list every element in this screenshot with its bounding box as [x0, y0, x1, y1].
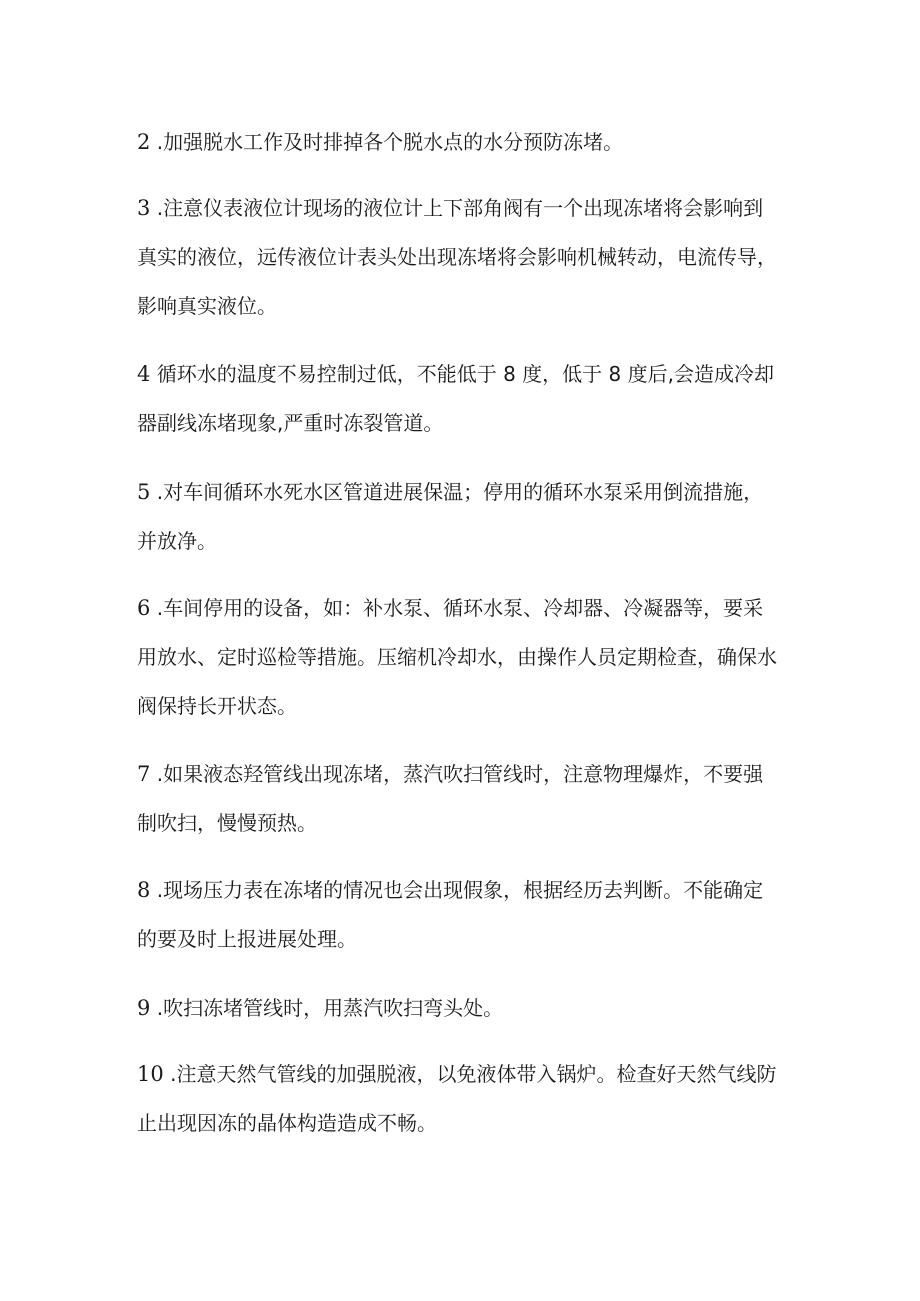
item-line: 用放水、定时巡检等措施。压缩机冷却水，由操作人员定期检查，确保水: [137, 645, 777, 669]
item-line: 影响真实液位。: [137, 294, 277, 318]
item-line: [137, 584, 787, 633]
item-line: [137, 750, 787, 799]
item-number: 5: [137, 480, 151, 504]
item-line: 阀保持长开状态。: [137, 694, 297, 718]
item-line: 并放净。: [137, 529, 217, 553]
item-text: .注意仪表液位计现场的液位计上下部角阀有一个出现冻堵将会影响到: [150, 196, 764, 220]
item-number: 4: [137, 362, 151, 386]
item-text: .加强脱水工作及时排掉各个脱水点的水分预防冻堵。: [150, 130, 624, 154]
list-item: [137, 584, 787, 731]
item-text: .吹扫冻堵管线时，用蒸汽吹扫弯头处。: [150, 996, 504, 1020]
item-number: 9: [137, 996, 151, 1020]
item-text: .对车间循环水死水区管道进展保温；停用的循环水泵采用倒流措施，: [150, 480, 764, 504]
item-number: 8: [137, 878, 151, 902]
item-line: [137, 350, 787, 399]
item-line: 止出现因冻的晶体构造造成不畅。: [137, 1111, 437, 1135]
item-number: 6: [137, 596, 151, 620]
item-line: 真实的液位，远传液位计表头处出现冻堵将会影响机械转动，电流传导，: [137, 245, 777, 269]
item-number: 7: [137, 762, 151, 786]
list-item: [137, 866, 787, 964]
item-line: 制吹扫，慢慢预热。: [137, 811, 317, 835]
item-line: [137, 184, 787, 233]
list-item: [137, 984, 787, 1033]
item-line: 器副线冻堵现象,严重时冻裂管道。: [137, 411, 444, 435]
item-text: .如果液态羟管线出现冻堵，蒸汽吹扫管线时，注意物理爆炸，不要强: [150, 762, 764, 786]
item-line: [137, 1050, 787, 1099]
list-item: [137, 184, 787, 331]
item-line: 的要及时上报进展处理。: [137, 927, 357, 951]
list-item: [137, 750, 787, 848]
item-number: 3: [137, 196, 151, 220]
item-text: .现场压力表在冻堵的情况也会出现假象，根据经历去判断。不能确定: [150, 878, 764, 902]
list-item: [137, 1050, 787, 1148]
list-item: [137, 468, 787, 566]
item-line: [137, 866, 787, 915]
item-number: 2: [137, 130, 151, 154]
item-line: [137, 984, 787, 1033]
item-number: 10: [137, 1062, 164, 1086]
item-text: 循环水的温度不易控制过低，不能低于 8 度，低于 8 度后,会造成冷却: [150, 362, 774, 386]
list-item: [137, 350, 787, 448]
item-text: .注意天然气管线的加强脱液，以免液体带入锅炉。检查好天然气线防: [163, 1062, 777, 1086]
item-line: [137, 468, 787, 517]
item-text: .车间停用的设备，如：补水泵、循环水泵、冷却器、冷凝器等，要采: [150, 596, 764, 620]
list-item: [137, 118, 787, 167]
item-line: [137, 118, 787, 167]
